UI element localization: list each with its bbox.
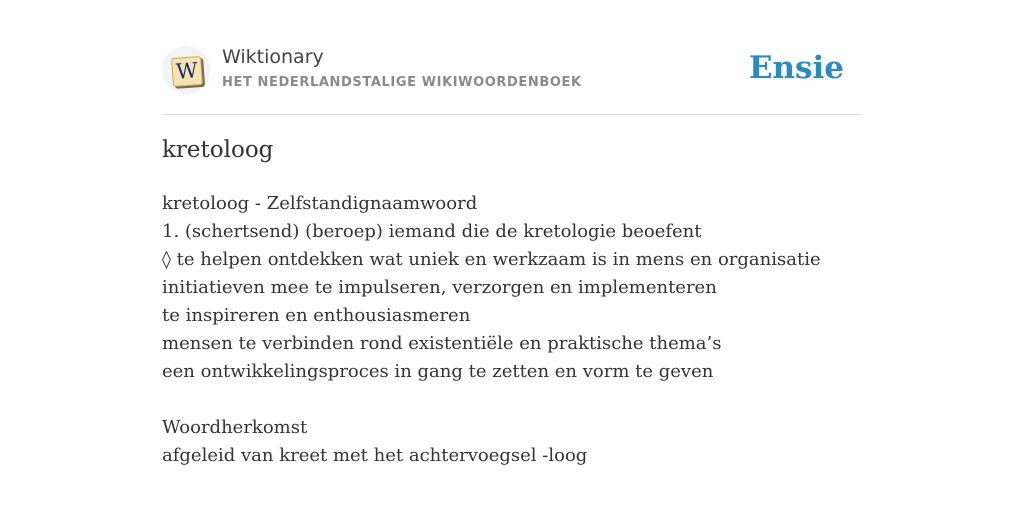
example-line: ◊ te helpen ontdekken wat uniek en werkzaam is in mens en organisatie xyxy=(162,249,821,270)
definition-line: 1. (schertsend) (beroep) iemand die de kretologie beoefent xyxy=(162,221,702,242)
ensie-logo[interactable]: Ensie xyxy=(748,50,844,86)
brand-name[interactable]: Wiktionary xyxy=(222,46,324,68)
etymology-heading: Woordherkomst xyxy=(162,417,308,438)
site-header xyxy=(162,44,862,115)
entry-content xyxy=(162,190,862,470)
example-line: te inspireren en enthousiasmeren xyxy=(162,305,471,326)
example-line: mensen te verbinden rond existentiële en praktische thema’s xyxy=(162,333,722,354)
example-line: initiatieven mee te impulseren, verzorgen en implementeren xyxy=(162,277,717,298)
page-title: kretoloog xyxy=(162,137,274,163)
word-type-line: kretoloog - Zelfstandignaamwoord xyxy=(162,193,478,214)
logo-tile: W xyxy=(171,56,203,87)
etymology-text: afgeleid van kreet met het achtervoegsel -loog xyxy=(162,445,588,466)
example-line: een ontwikkelingsproces in gang te zetten en vorm te geven xyxy=(162,361,714,382)
spacer xyxy=(162,386,862,414)
brand-tagline: HET NEDERLANDSTALIGE WIKIWOORDENBOEK xyxy=(222,75,582,90)
wiktionary-logo-icon[interactable] xyxy=(162,46,210,94)
